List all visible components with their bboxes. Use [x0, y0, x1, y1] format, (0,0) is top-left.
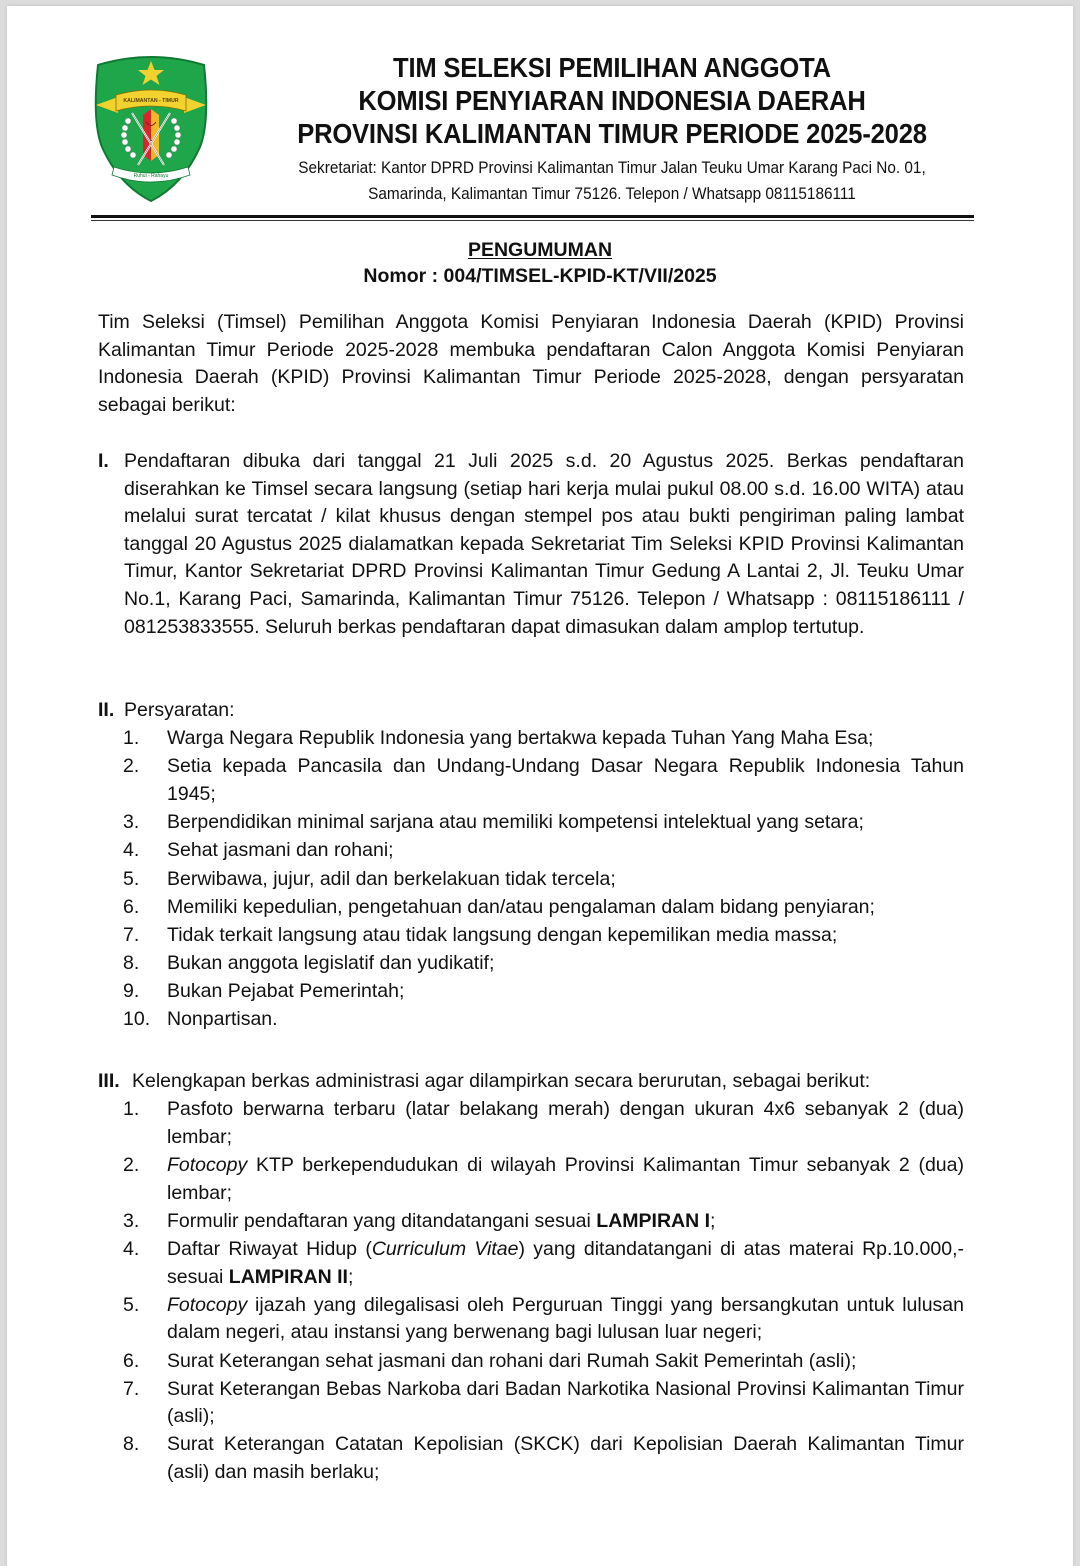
requirements-list — [98, 725, 964, 1034]
section-numeral: II. — [98, 699, 115, 721]
document-page — [7, 6, 1073, 1566]
letterhead-title-line-3: PROVINSI KALIMANTAN TIMUR PERIODE 2025-2028 — [297, 118, 927, 149]
list-item: 2. Fotocopy KTP berkependudukan di wilayah Provinsi Kalimantan Timur sebanyak 2 (dua) lembar; — [123, 1153, 964, 1204]
list-item: 7. Surat Keterangan Bebas Narkoba dari Badan Narkotika Nasional Provinsi Kalimantan Timur (asli); — [123, 1377, 964, 1428]
list-item: 7. Tidak terkait langsung atau tidak langsung dengan kepemilikan media massa; — [123, 923, 838, 946]
list-item: 1. Warga Negara Republik Indonesia yang bertakwa kepada Tuhan Yang Maha Esa; — [123, 727, 874, 750]
section-text: Kelengkapan berkas administrasi agar dilampirkan secara berurutan, sebagai berikut: — [132, 1070, 871, 1092]
attachment-reference: LAMPIRAN II — [228, 1265, 348, 1288]
section-2-requirements — [98, 697, 964, 1034]
list-item: 8. Surat Keterangan Catatan Kepolisian (SKCK) dari Kepolisian Daerah Kalimantan Timur (asli) dan masih berlaku; — [123, 1433, 964, 1484]
list-item: 6. Surat Keterangan sehat jasmani dan rohani dari Rumah Sakit Pemerintah (asli); — [123, 1349, 857, 1372]
intro-paragraph: Tim Seleksi (Timsel) Pemilihan Anggota Komisi Penyiaran Indonesia Daerah (KPID) Provinsi Kalimantan Timur Periode 2025-2028 membuka pendaftaran Calon Anggota Komisi Penyiaran Indonesia Daerah (KPID) Provinsi Kalimantan Timur Periode 2025-2028, dengan persyaratan sebagai berikut: — [98, 311, 964, 416]
svg-text:Ruhui - Rahayu: Ruhui - Rahayu — [133, 173, 169, 179]
letterhead-title-line-2: KOMISI PENYIARAN INDONESIA DAERAH — [358, 85, 866, 116]
letterhead-divider — [91, 215, 974, 221]
announcement-title: PENGUMUMAN — [467, 239, 613, 261]
list-item: 10. Nonpartisan. — [123, 1008, 278, 1031]
list-item: 8. Bukan anggota legislatif dan yudikatif; — [123, 952, 495, 975]
section-text: Persyaratan: — [124, 699, 235, 721]
svg-text:KALIMANTAN - TIMUR: KALIMANTAN - TIMUR — [123, 98, 179, 104]
documents-list — [98, 1096, 964, 1486]
list-item: 3. Berpendidikan minimal sarjana atau memiliki kompetensi intelektual yang setara; — [123, 811, 864, 834]
announcement-heading — [7, 237, 1073, 289]
announcement-number: Nomor : 004/TIMSEL-KPID-KT/VII/2025 — [363, 265, 717, 287]
letterhead — [232, 51, 992, 207]
list-item: 2. Setia kepada Pancasila dan Undang-Undang Dasar Negara Republik Indonesia Tahun 1945; — [123, 755, 964, 805]
section-3-documents — [98, 1068, 964, 1487]
section-numeral: III. — [98, 1070, 120, 1092]
section-text: Pendaftaran dibuka dari tanggal 21 Juli 2025 s.d. 20 Agustus 2025. Berkas pendaftaran diserahkan ke Timsel secara langsung (setiap hari kerja mulai pukul 08.00 s.d. 16.00 WITA) atau melalui surat tercatat / kilat khusus dengan stempel pos atau bukti pengiriman paling lambat tanggal 20 Agustus 2025 dialamatkan kepada Sekretariat Tim Seleksi KPID Provinsi Kalimantan Timur, Kantor Sekretariat DPRD Provinsi Kalimantan Timur Gedung A Lantai 2, Jl. Teuku Umar No.1, Karang Paci, Samarinda, Kalimantan Timur 75126. Telepon / Whatsapp : 08115186111 / 081253833555. Seluruh berkas pendaftaran dapat dimasukan dalam amplop tertutup. — [124, 450, 964, 638]
section-numeral: I. — [98, 450, 109, 472]
letterhead-address-line-1: Sekretariat: Kantor DPRD Provinsi Kalimantan Timur Jalan Teuku Umar Karang Paci No. 01, — [298, 159, 926, 177]
list-item: 9. Bukan Pejabat Pemerintah; — [123, 980, 405, 1003]
letterhead-title-line-1: TIM SELEKSI PEMILIHAN ANGGOTA — [393, 52, 831, 83]
list-item: 3. Formulir pendaftaran yang ditandatangani sesuai LAMPIRAN I; — [123, 1209, 716, 1232]
letterhead-address-line-2: Samarinda, Kalimantan Timur 75126. Telepon / Whatsapp 08115186111 — [368, 185, 856, 203]
attachment-reference: LAMPIRAN I — [596, 1209, 711, 1232]
list-item: 6. Memiliki kepedulian, pengetahuan dan/atau pengalaman dalam bidang penyiaran; — [123, 895, 875, 918]
list-item: 5. Fotocopy ijazah yang dilegalisasi oleh Perguruan Tinggi yang bersangkutan untuk lulusan dalam negeri, atau instansi yang berwenang bagi lulusan luar negeri; — [123, 1293, 964, 1344]
list-item: 5. Berwibawa, jujur, adil dan berkelakuan tidak tercela; — [123, 867, 616, 890]
kalimantan-timur-coat-of-arms-icon — [88, 47, 214, 203]
section-1-registration — [98, 448, 964, 641]
list-item: 1. Pasfoto berwarna terbaru (latar belakang merah) dengan ukuran 4x6 sebanyak 2 (dua) lembar; — [123, 1098, 964, 1148]
list-item: 4. Sehat jasmani dan rohani; — [123, 839, 394, 862]
list-item: 4. Daftar Riwayat Hidup (Curriculum Vitae) yang ditandatangani di atas materai Rp.10.000,- sesuai LAMPIRAN II; — [123, 1237, 964, 1288]
